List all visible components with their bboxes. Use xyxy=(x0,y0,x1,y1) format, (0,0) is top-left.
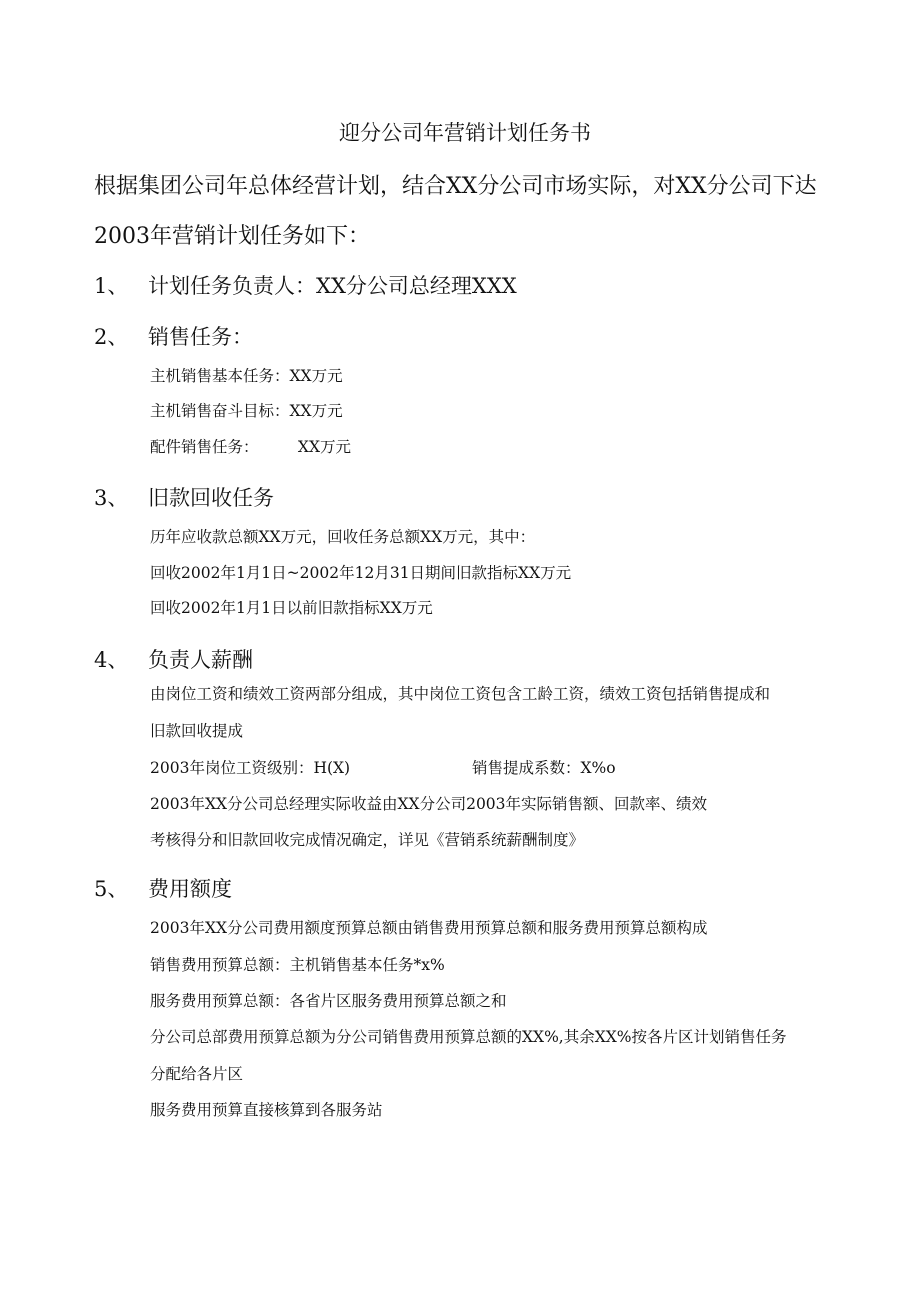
section-5-item: 分配给各片区 xyxy=(150,1065,244,1083)
section-3-item: 回收2002年1月1日以前旧款指标XX万元 xyxy=(150,599,433,617)
section-5-heading: 费用额度 xyxy=(148,877,232,901)
section-5-item: 2003年XX分公司费用额度预算总额由销售费用预算总额和服务费用预算总额构成 xyxy=(150,919,708,937)
section-4-item: 2003年XX分公司总经理实际收益由XX分公司2003年实际销售额、回款率、绩效 xyxy=(150,795,708,813)
section-3-item: 历年应收款总额XX万元，回收任务总额XX万元，其中： xyxy=(150,528,536,546)
section-3-heading: 旧款回收任务 xyxy=(148,486,274,510)
section-5-number: 5、 xyxy=(94,877,129,901)
document-title: 迎分公司年营销计划任务书 xyxy=(339,121,591,145)
section-5-item: 分公司总部费用预算总额为分公司销售费用预算总额的XX%,其余XX%按各片区计划销售任务 xyxy=(150,1028,787,1046)
section-4-heading: 负责人薪酬 xyxy=(148,648,253,672)
section-3-item: 回收2002年1月1日~2002年12月31日期间旧款指标XX万元 xyxy=(150,564,572,582)
section-2-number: 2、 xyxy=(94,325,129,349)
section-1-number: 1、 xyxy=(94,274,129,298)
section-2-item: 主机销售奋斗目标：XX万元 xyxy=(150,402,343,420)
intro-line-2: 2003年营销计划任务如下： xyxy=(94,224,370,249)
section-5-item: 服务费用预算直接核算到各服务站 xyxy=(150,1101,383,1119)
section-2-item: 配件销售任务： XX万元 xyxy=(150,438,351,456)
section-4-side-item: 销售提成系数：X%o xyxy=(472,759,616,777)
section-2-item: 主机销售基本任务：XX万元 xyxy=(150,367,343,385)
section-3-number: 3、 xyxy=(94,486,129,510)
section-4-number: 4、 xyxy=(94,648,129,672)
section-4-item: 旧款回收提成 xyxy=(150,722,244,740)
section-4-item: 由岗位工资和绩效工资两部分组成，其中岗位工资包含工龄工资，绩效工资包括销售提成和 xyxy=(150,685,771,703)
section-4-item: 考核得分和旧款回收完成情况确定，详见《营销系统薪酬制度》 xyxy=(150,831,585,849)
section-4-item: 2003年岗位工资级别：H(X) xyxy=(150,759,351,777)
section-1-heading: 计划任务负责人：XX分公司总经理XXX xyxy=(148,274,517,298)
section-2-heading: 销售任务： xyxy=(148,325,253,349)
intro-line-1: 根据集团公司年总体经营计划，结合XX分公司市场实际，对XX分公司下达 xyxy=(94,174,817,199)
section-5-item: 服务费用预算总额：各省片区服务费用预算总额之和 xyxy=(150,992,507,1010)
section-5-item: 销售费用预算总额：主机销售基本任务*x% xyxy=(150,956,445,974)
